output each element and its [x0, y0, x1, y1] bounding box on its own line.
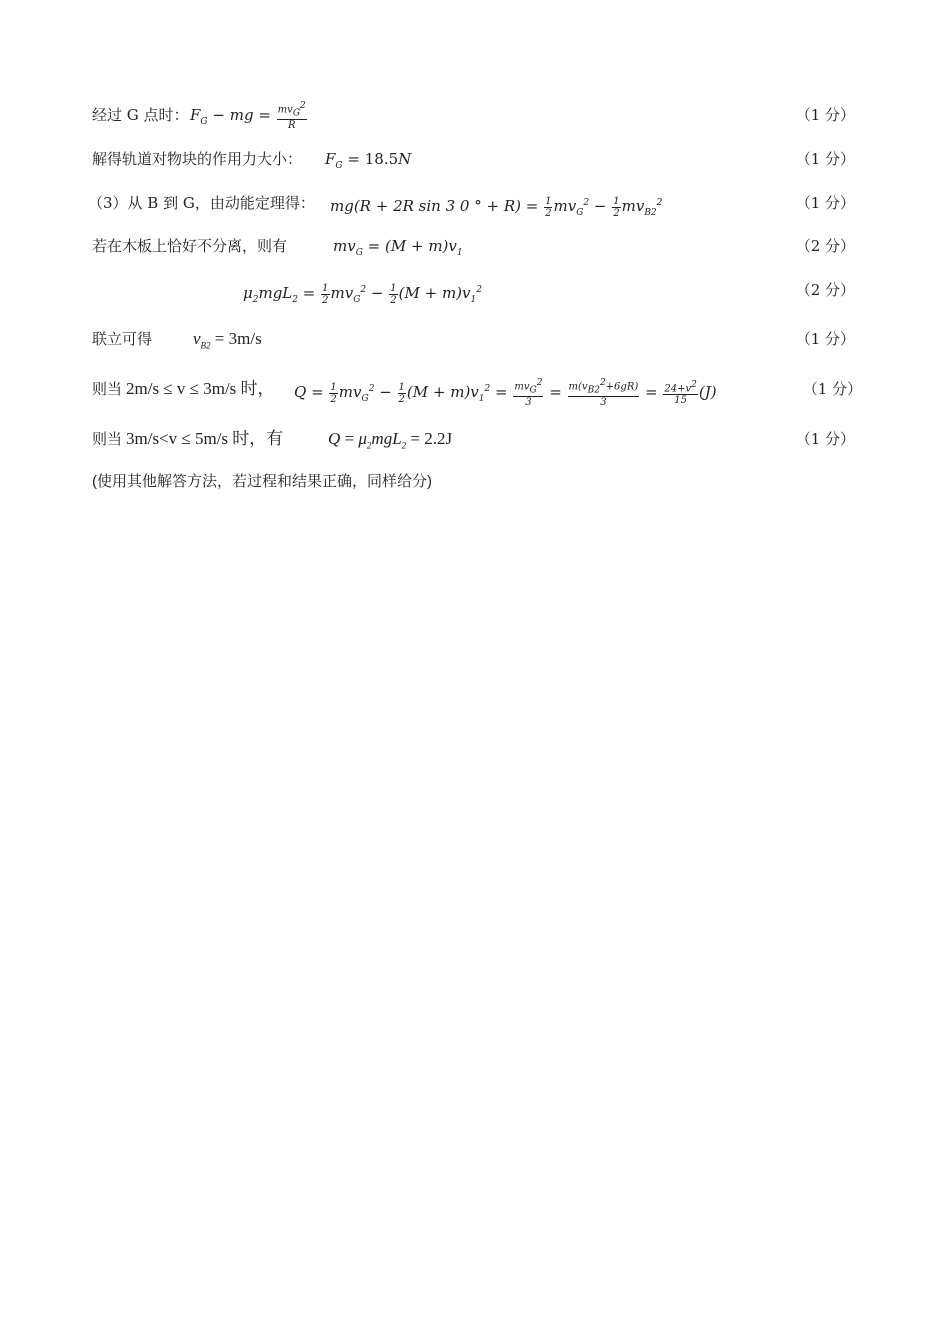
score-label: （1 分）	[802, 380, 862, 398]
condition-range: 2m/s ≤ v ≤ 3m/s 时，	[126, 379, 275, 398]
score-label: （1 分）	[795, 330, 855, 348]
formula-energy-theorem: mg(R + 2R sin 3 0 ° + R) = $\frac{1}{2}$ $mv_G^2$ − $\frac{1}{2}$ $mv_{B2}^2$	[330, 195, 663, 219]
formula-momentum: $mv_G = (M + m)v_1$	[333, 237, 463, 258]
score-label: （1 分）	[795, 106, 855, 124]
score-label: （2 分）	[795, 281, 855, 299]
score-label: （2 分）	[795, 237, 855, 255]
formula-heat-q: Q = $\frac{1}{2}$ $mv_G^2$ − $\frac{1}{2}$ $(M + m)v_1^2$ = $\frac{mv_G^2}{3}$ = $\frac{m(v_{B2}^2+6gR)}{3}$ = $\frac{24+v^2}{15}$ (J)	[294, 377, 717, 409]
solution-line-5	[92, 275, 855, 305]
fraction-denominator: 15	[674, 395, 687, 407]
solution-line-3	[88, 188, 855, 219]
fraction: $\frac{mv_G^2}{R}$	[277, 100, 306, 132]
formula-text: mv	[333, 237, 356, 255]
formula-value: 3m/s	[228, 329, 262, 348]
score-label: （1 分）	[795, 430, 855, 448]
line-text: 解得轨道对物块的作用力大小：	[92, 150, 303, 168]
grading-note: (使用其他解答方法，若过程和结果正确，同样给分)	[92, 473, 432, 490]
fraction-numerator: 24+v	[664, 383, 692, 395]
fraction-numerator: mv	[277, 104, 293, 116]
score-label: （1 分）	[795, 150, 855, 168]
formula-text: F	[190, 106, 201, 124]
line-text: 若在木板上恰好不分离，则有	[92, 237, 288, 255]
solution-line-8	[92, 424, 855, 454]
formula-value: 18.5	[364, 150, 399, 168]
line-text: 则当	[92, 430, 123, 448]
fraction-numerator: m(v	[568, 381, 588, 393]
fraction-denominator: R	[287, 120, 296, 132]
line-text: 联立可得	[92, 330, 153, 348]
line-text: （3）从 B 到 G，由动能定理得：	[88, 194, 315, 212]
formula-force-result: $F_G = 18.5N$	[325, 150, 412, 171]
formula-g-point: $F_G$ − mg = $\frac{mv_G^2}{R}$	[190, 100, 306, 132]
solution-line-1	[92, 100, 855, 130]
formula-friction-energy: $\mu_2mgL_2$ = $\frac{1}{2}$ $mv_G^2$ − $\frac{1}{2}$ $(M + m)v_1^2$	[243, 282, 482, 306]
formula-text: mg(R + 2R sin 3 0 ° + R) =	[330, 197, 539, 215]
solution-line-7	[92, 374, 862, 409]
solution-line-6	[92, 324, 855, 354]
line-text: 经过 G 点时：	[92, 106, 189, 124]
fraction-denominator: 3	[600, 397, 607, 409]
line-text: 则当	[92, 380, 123, 398]
formula-value: 2.2J	[424, 429, 453, 448]
fraction-denominator: 3	[525, 397, 532, 409]
solution-line-4	[92, 231, 855, 261]
fraction-numerator: mv	[514, 381, 530, 393]
score-label: （1 分）	[795, 194, 855, 212]
formula-vb2: $v_{B2} = 3m/s$	[193, 329, 262, 351]
condition-range: 3m/s<v ≤ 5m/s 时，有	[126, 429, 284, 448]
solution-line-2	[92, 144, 855, 174]
formula-heat-friction: $Q = \mu_2mgL_2 = 2.2J$	[328, 429, 453, 451]
